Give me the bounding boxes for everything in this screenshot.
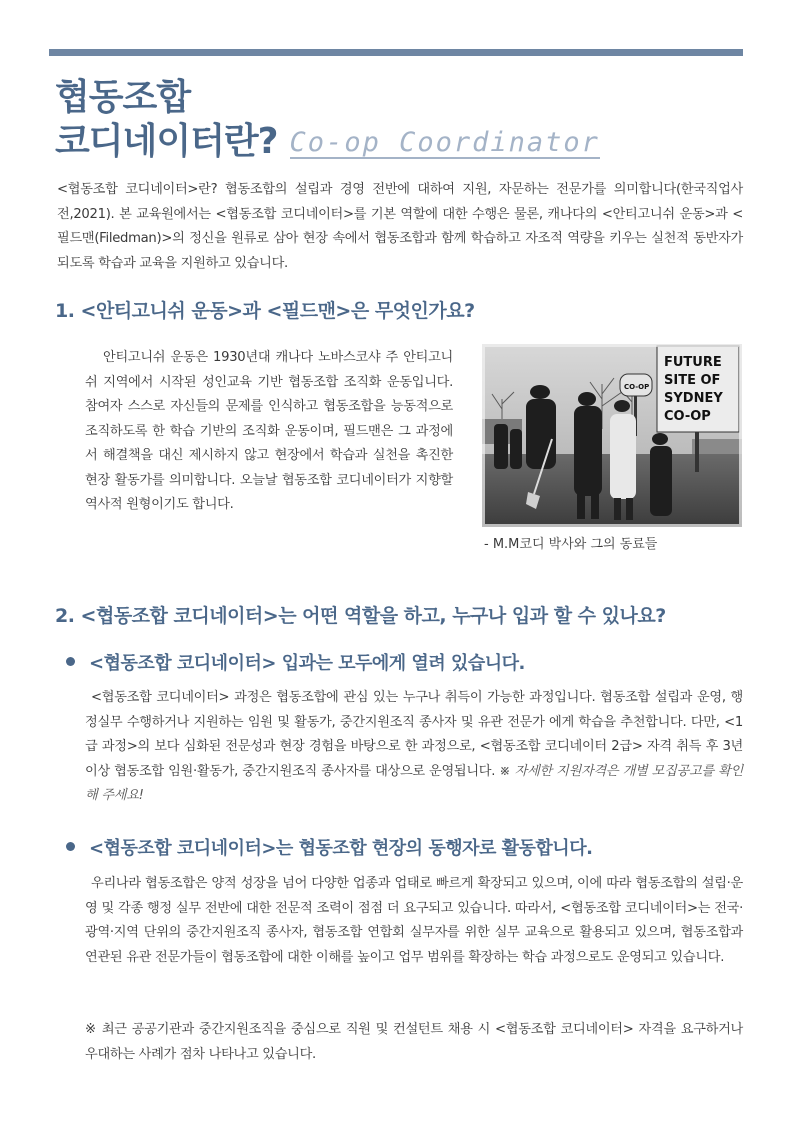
bullet-2-note: ※ 최근 공공기관과 중간지원조직을 중심으로 직원 및 컨설턴트 채용 시 <협동조합 코디네이터> 자격을 요구하거나 우대하는 사례가 점차 나타나고 있습니다. bbox=[85, 1022, 743, 1062]
sign-text-2: SITE OF bbox=[664, 373, 721, 388]
section-1-body bbox=[85, 346, 453, 518]
title-line-2: 코디네이터란? bbox=[55, 121, 278, 162]
english-subtitle: Co-op Coordinator bbox=[289, 127, 600, 158]
section-1-body-text: 안티고니쉬 운동은 1930년대 캐나다 노바스코샤 주 안티고니쉬 지역에서 시작된 성인교육 기반 협동조합 조직화 운동입니다. 참여자 스스로 자신들의 문제를 인식하고 협동조합을 능동적으로 조직하도록 한 학습 기반의 조직화 운동이며, 필드맨은 그 과정에서 해결책을 대신 제시하지 않고 현장에서 학습과 실천을 촉진한 현장 활동가를 의미합니다. 오늘날 협동조합 코디네이터가 지향할 역사적 원형이기도 합니다. bbox=[85, 350, 453, 512]
bullet-dot bbox=[66, 842, 75, 851]
bullet-2-heading: <협동조합 코디네이터>는 협동조합 현장의 동행자로 활동합니다. bbox=[89, 838, 593, 859]
intro-paragraph: <협동조합 코디네이터>란? 협동조합의 설립과 경영 전반에 대하여 지원, 자문하는 전문가를 의미합니다(한국직업사전,2021). 본 교육원에서는 <협동조합 코디네이터>를 기본 역할에 대한 수행은 물론, 캐나다의 <안티고니쉬 운동>과 <필드맨(Filedman)>의 정신을 원류로 삼아 현장 속에서 협동조합과 함께 학습하고 자조적 역량을 키우는 실천적 동반자가 되도록 학습과 교육을 지원하고 있습니다. bbox=[57, 182, 743, 271]
bullet-1-heading-row bbox=[66, 649, 525, 675]
bullet-1-heading: <협동조합 코디네이터> 입과는 모두에게 열려 있습니다. bbox=[89, 653, 525, 674]
historical-photo-graphic bbox=[482, 344, 742, 527]
bullet-1-body bbox=[85, 686, 743, 809]
bullet-2-heading-row bbox=[66, 834, 592, 860]
bullet-1-body-text: <협동조합 코디네이터> 과정은 협동조합에 관심 있는 누구나 취득이 가능한 과정입니다. 협동조합 설립과 운영, 행정실무 수행하거나 지원하는 임원 및 활동가, 중간지원조직 종사자 및 유관 전문가 에게 학습을 추천합니다. 다만, <1급 과정>의 보다 심화된 전문성과 현장 경험을 바탕으로 한 과정으로, <협동조합 코디네이터 2급> 자격 취득 후 3년 이상 협동조합 임원·활동가, 중간지원조직 종사자를 대상으로 운영됩니다. bbox=[85, 690, 743, 779]
bullet-dot bbox=[66, 657, 75, 666]
photo-caption: - M.M코디 박사와 그의 동료들 bbox=[484, 537, 658, 552]
page-title bbox=[55, 76, 600, 164]
top-accent-rule bbox=[49, 49, 743, 56]
small-sign-text: CO-OP bbox=[624, 383, 650, 391]
section-1-heading: 1. <안티고니쉬 운동>과 <필드맨>은 무엇인가요? bbox=[55, 300, 475, 322]
sign-text-4: CO-OP bbox=[664, 409, 711, 424]
historical-photo bbox=[482, 344, 742, 527]
title-line-2-wrap bbox=[55, 120, 600, 164]
sign-text-3: SYDNEY bbox=[664, 391, 723, 406]
bullet-1-note: ※ 자세한 지원자격은 개별 모집공고를 확인해 주세요! bbox=[85, 763, 743, 803]
sign-text-1: FUTURE bbox=[664, 355, 722, 370]
bullet-2-body bbox=[85, 872, 743, 970]
bullet-2-body-text: 우리나라 협동조합은 양적 성장을 넘어 다양한 업종과 업태로 빠르게 확장되고 있으며, 이에 따라 협동조합의 설립·운영 및 각종 행정 실무 전반에 대한 전문적 조력이 점점 더 요구되고 있습니다. 따라서, <협동조합 코디네이터>는 전국·광역·지역 단위의 중간지원조직 종사자, 협동조합 연합회 실무자를 위한 실무 교육으로 활용되고 있으며, 협동조합과 연관된 유관 전문가들이 협동조합에 대한 이해를 높이고 업무 범위를 확장하는 학습 과정으로도 운영되고 있습니다. bbox=[85, 876, 743, 965]
title-line-1: 협동조합 bbox=[55, 77, 191, 118]
section-2-heading: 2. <협동조합 코디네이터>는 어떤 역할을 하고, 누구나 입과 할 수 있나요? bbox=[55, 605, 666, 627]
